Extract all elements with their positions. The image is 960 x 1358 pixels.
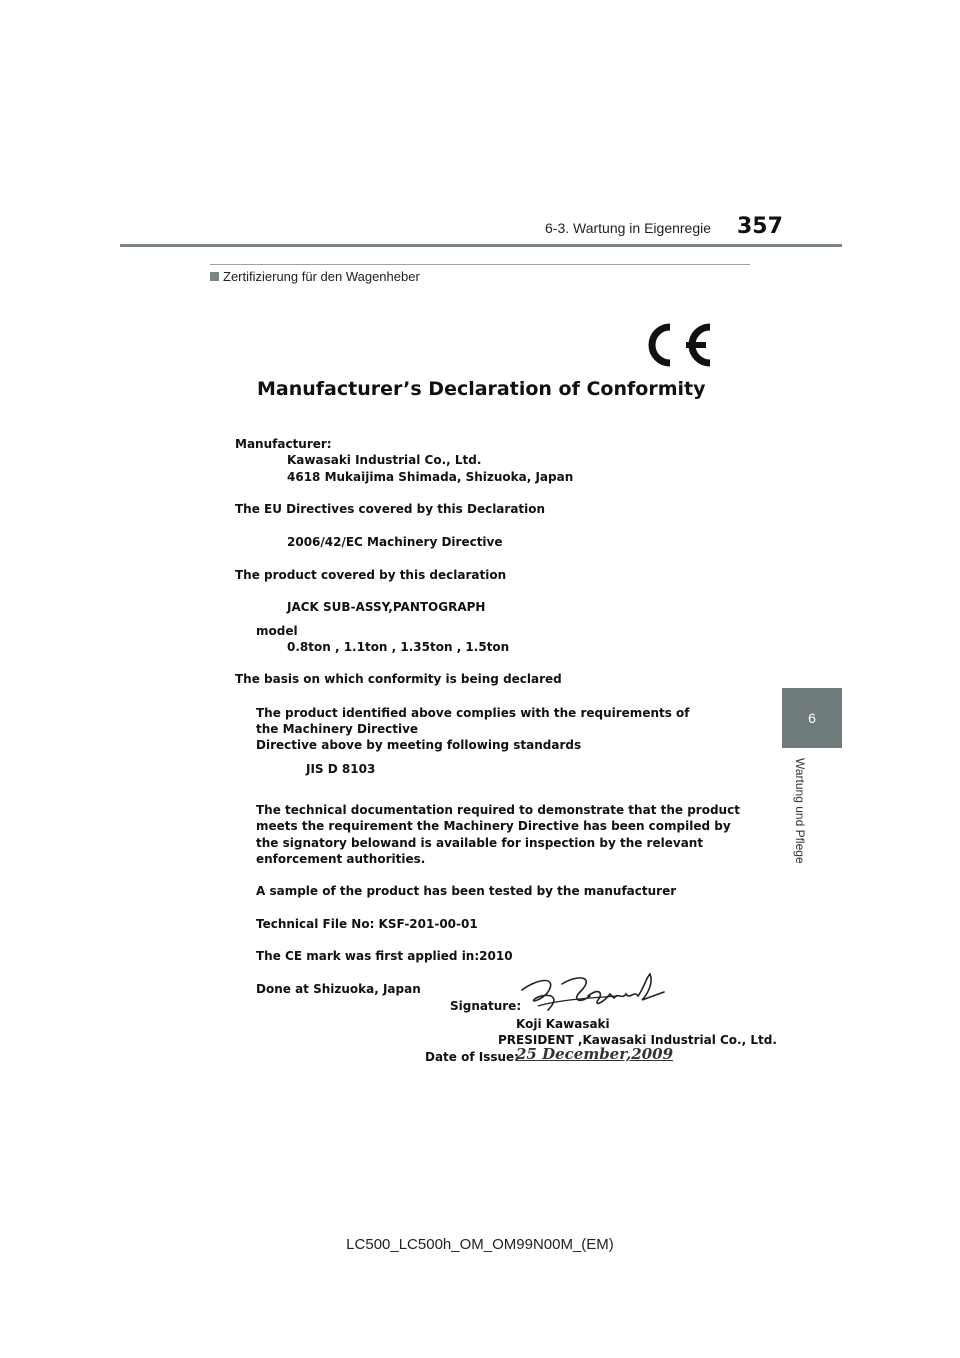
subheading-rule — [210, 264, 750, 265]
model-label: model — [256, 624, 298, 638]
chapter-label: Wartung und Pflege — [793, 758, 807, 864]
ce-mark-icon — [640, 318, 716, 372]
documentation-line: meets the requirement the Machinery Directive has been compiled by — [256, 819, 731, 833]
basis-label: The basis on which conformity is being declared — [235, 672, 562, 686]
date-label: Date of Issue: — [425, 1050, 519, 1064]
sample-line: A sample of the product has been tested by the manufacturer — [256, 884, 677, 898]
basis-line: the Machinery Directive — [256, 722, 419, 736]
directives-label: The EU Directives covered by this Declaration — [235, 502, 546, 516]
documentation-line: The technical documentation required to demonstrate that the product — [256, 803, 740, 817]
product-label: The product covered by this declaration — [235, 568, 507, 582]
date-value: 25 December,2009 — [516, 1045, 674, 1063]
documentation-line: the signatory belowand is available for inspection by the relevant — [256, 836, 704, 850]
manufacturer-label: Manufacturer: — [235, 437, 332, 451]
manufacturer-address: 4618 Mukaijima Shimada, Shizuoka, Japan — [287, 470, 574, 484]
square-bullet-icon — [210, 272, 219, 281]
signatory-title: PRESIDENT ,Kawasaki Industrial Co., Ltd. — [498, 1033, 777, 1047]
subheading — [210, 269, 420, 284]
chapter-number: 6 — [808, 710, 816, 726]
header-rule — [120, 244, 842, 247]
subheading-text: Zertifizierung für den Wagenheber — [223, 269, 420, 284]
done-at: Done at Shizuoka, Japan — [256, 982, 421, 996]
directive-value: 2006/42/EC Machinery Directive — [287, 535, 503, 549]
page-number: 357 — [737, 214, 783, 239]
section-title: 6-3. Wartung in Eigenregie — [545, 220, 712, 236]
signature-label: Signature: — [450, 999, 522, 1013]
technical-file: Technical File No: KSF-201-00-01 — [256, 917, 478, 931]
declaration-title: Manufacturer’s Declaration of Conformity — [257, 378, 706, 400]
basis-line: The product identified above complies with the requirements of — [256, 706, 690, 720]
manufacturer-name: Kawasaki Industrial Co., Ltd. — [287, 453, 482, 467]
signatory-name: Koji Kawasaki — [516, 1017, 610, 1031]
chapter-tab — [782, 688, 842, 748]
ce-first-applied: The CE mark was first applied in:2010 — [256, 949, 513, 963]
product-value: JACK SUB-ASSY,PANTOGRAPH — [287, 600, 486, 614]
documentation-line: enforcement authorities. — [256, 852, 426, 866]
document-code: LC500_LC500h_OM_OM99N00M_(EM) — [346, 1236, 614, 1253]
model-values: 0.8ton , 1.1ton , 1.35ton , 1.5ton — [287, 640, 510, 654]
signature-image — [518, 970, 666, 1020]
standard-value: JIS D 8103 — [306, 762, 376, 776]
basis-line: Directive above by meeting following standards — [256, 738, 582, 752]
